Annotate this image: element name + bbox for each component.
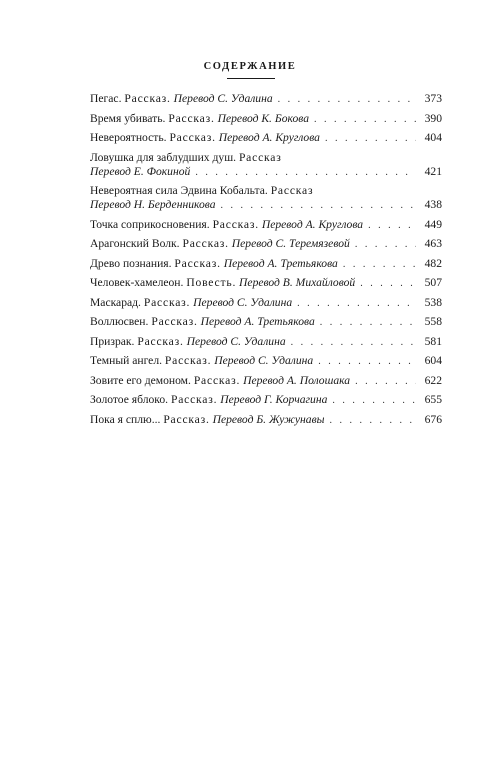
toc-entry bbox=[90, 112, 442, 127]
entry-page-number: 438 bbox=[424, 198, 442, 211]
entry-title: Арагонский Волк. bbox=[90, 237, 180, 250]
toc-entry bbox=[90, 237, 442, 252]
toc-entry bbox=[90, 92, 442, 107]
table-of-contents bbox=[90, 92, 442, 432]
toc-entry bbox=[90, 131, 442, 146]
entry-translator: Перевод С. Теремязевой bbox=[231, 237, 350, 250]
entry-translator: Перевод А. Третьякова bbox=[200, 315, 315, 328]
entry-genre: Рассказ. bbox=[169, 131, 216, 144]
toc-entry bbox=[90, 413, 442, 428]
leader-dots bbox=[278, 93, 416, 107]
toc-entry bbox=[90, 335, 442, 350]
leader-dots bbox=[368, 219, 416, 233]
toc-entry bbox=[90, 315, 442, 330]
entry-translator: Перевод К. Бокова bbox=[217, 111, 310, 125]
entry-title: Призрак. bbox=[90, 334, 135, 348]
entry-genre: Рассказ. bbox=[143, 295, 191, 309]
entry-page-number: 404 bbox=[424, 131, 442, 144]
contents-heading: СОДЕРЖАНИЕ bbox=[203, 61, 297, 72]
entry-translator: Перевод А. Круглова bbox=[218, 131, 320, 144]
entry-title: Пегас. bbox=[90, 92, 122, 105]
leader-dots bbox=[221, 199, 416, 213]
leader-dots bbox=[329, 414, 416, 428]
leader-dots bbox=[320, 316, 416, 330]
leader-dots bbox=[355, 375, 416, 389]
leader-dots bbox=[291, 336, 416, 350]
entry-translator: Перевод С. Удалина bbox=[193, 295, 293, 309]
entry-translator: Перевод А. Третьякова bbox=[223, 256, 338, 270]
leader-dots bbox=[314, 113, 416, 127]
entry-translator: Перевод С. Удалина bbox=[186, 334, 286, 348]
entry-title: Человек-хамелеон. bbox=[90, 276, 184, 289]
leader-dots bbox=[360, 277, 416, 291]
toc-entry bbox=[90, 276, 442, 291]
entry-page-number: 390 bbox=[424, 111, 442, 125]
toc-entry bbox=[90, 354, 442, 369]
toc-entry bbox=[90, 393, 442, 408]
entry-page-number: 373 bbox=[424, 92, 442, 105]
entry-translator: Перевод А. Полошака bbox=[243, 373, 351, 387]
entry-genre: Рассказ. bbox=[164, 354, 212, 367]
toc-entry bbox=[90, 257, 442, 272]
entry-title: Невероятность. bbox=[90, 131, 167, 144]
entry-genre: Рассказ. bbox=[168, 111, 215, 125]
entry-genre: Рассказ. bbox=[163, 412, 210, 426]
toc-entry bbox=[90, 151, 442, 180]
entry-page-number: 622 bbox=[424, 373, 442, 387]
heading-rule bbox=[227, 78, 275, 79]
entry-genre: Рассказ. bbox=[124, 92, 171, 105]
entry-translator: Перевод С. Удалина bbox=[173, 92, 273, 105]
entry-translator: Перевод А. Круглова bbox=[261, 217, 364, 231]
entry-genre: Рассказ. bbox=[182, 237, 229, 250]
entry-translator: Перевод В. Михайловой bbox=[239, 276, 356, 289]
entry-genre: Рассказ. bbox=[174, 256, 221, 270]
entry-title: Темный ангел. bbox=[90, 354, 163, 367]
leader-dots bbox=[297, 297, 416, 311]
leader-dots bbox=[332, 394, 416, 408]
entry-translator: Перевод С. Удалина bbox=[214, 354, 314, 367]
entry-title: Маскарад. bbox=[90, 295, 141, 309]
entry-page-number: 507 bbox=[424, 276, 442, 289]
entry-page-number: 581 bbox=[424, 334, 442, 348]
entry-title: Пока я сплю... bbox=[90, 412, 161, 426]
leader-dots bbox=[195, 166, 416, 180]
entry-page-number: 558 bbox=[424, 315, 442, 328]
entry-translator: Перевод Н. Берденникова bbox=[90, 198, 216, 211]
entry-genre: Рассказ. bbox=[137, 334, 184, 348]
entry-title: Древо познания. bbox=[90, 256, 172, 270]
entry-title: Зовите его демоном. bbox=[90, 373, 191, 387]
entry-page-number: 604 bbox=[424, 354, 442, 367]
entry-genre: Рассказ. bbox=[151, 315, 198, 328]
leader-dots bbox=[355, 238, 416, 252]
entry-page-number: 463 bbox=[424, 237, 442, 250]
entry-genre: Рассказ. bbox=[193, 373, 241, 387]
entry-page-number: 482 bbox=[424, 256, 442, 270]
toc-entry bbox=[90, 374, 442, 389]
entry-translator: Перевод Г. Корчагина bbox=[220, 393, 328, 406]
toc-entry bbox=[90, 296, 442, 311]
entry-translator: Перевод Е. Фокиной bbox=[90, 164, 191, 178]
entry-title: Время убивать. bbox=[90, 111, 166, 125]
entry-title: Невероятная сила Эдвина Кобальта. bbox=[90, 184, 268, 197]
entry-page-number: 538 bbox=[424, 295, 442, 309]
entry-page-number: 421 bbox=[424, 164, 442, 178]
entry-page-number: 655 bbox=[424, 393, 442, 406]
entry-genre: Рассказ. bbox=[212, 217, 259, 231]
toc-entry bbox=[90, 184, 442, 213]
entry-genre: Повесть. bbox=[186, 276, 237, 289]
entry-translator: Перевод Б. Жужунавы bbox=[212, 412, 325, 426]
entry-page-number: 676 bbox=[424, 412, 442, 426]
toc-entry bbox=[90, 218, 442, 233]
leader-dots bbox=[343, 258, 416, 272]
leader-dots bbox=[325, 132, 416, 146]
entry-genre: Рассказ bbox=[238, 150, 282, 164]
entry-title: Золотое яблоко. bbox=[90, 393, 169, 406]
entry-page-number: 449 bbox=[424, 217, 442, 231]
entry-genre: Рассказ. bbox=[170, 393, 218, 406]
entry-title: Ловушка для заблудших душ. bbox=[90, 150, 237, 164]
entry-genre: Рассказ bbox=[270, 184, 314, 197]
leader-dots bbox=[318, 355, 416, 369]
entry-title: Точка соприкосновения. bbox=[90, 217, 210, 231]
entry-title: Воллюсвен. bbox=[90, 315, 149, 328]
